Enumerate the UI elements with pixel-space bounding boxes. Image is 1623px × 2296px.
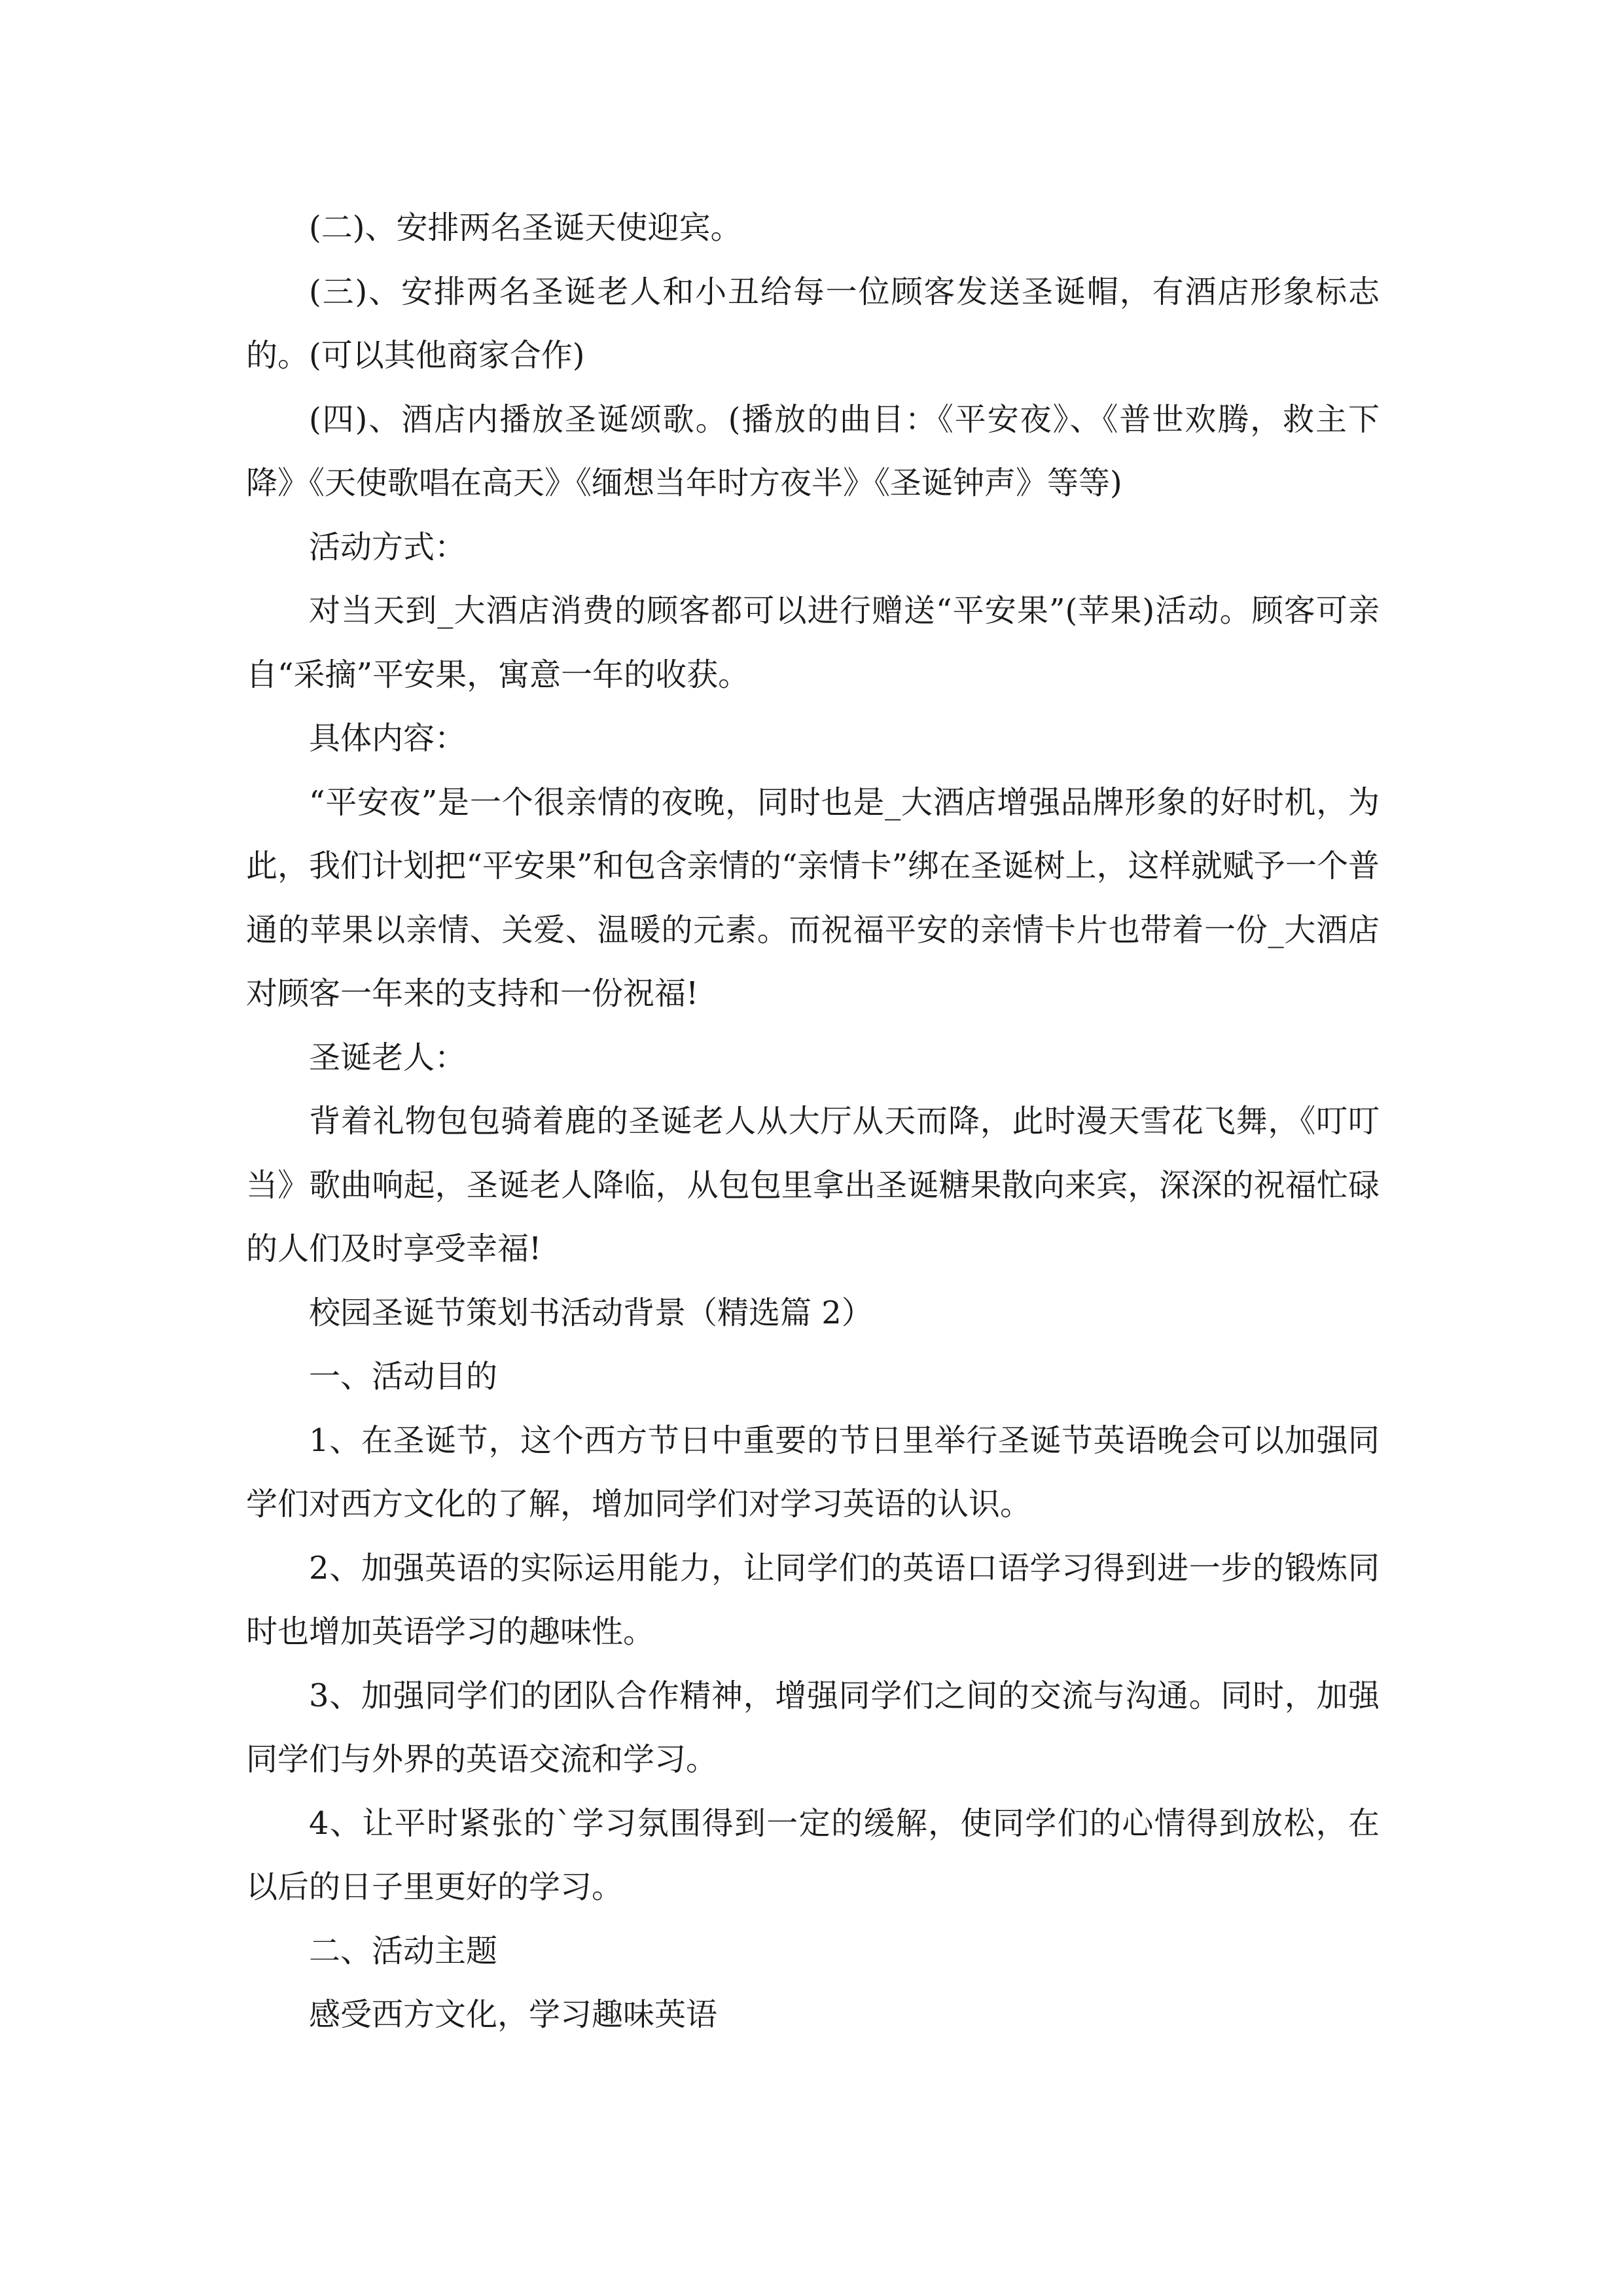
paragraph-purpose-1: 1、在圣诞节，这个西方节日中重要的节日里举行圣诞节英语晚会可以加强同学们对西方文化的了解，增加同学们对学习英语的认识。 <box>246 1422 1380 1522</box>
paragraph-arrangement-angels: (二)、安排两名圣诞天使迎宾。 <box>309 209 742 246</box>
paragraph-activity-method: 对当天到_大酒店消费的顾客都可以进行赠送“平安果”(苹果)活动。顾客可亲自“采摘”平安果，寓意一年的收获。 <box>246 592 1380 693</box>
heading-activity-method: 活动方式： <box>309 528 467 565</box>
heading-activity-purpose: 一、活动目的 <box>309 1358 498 1395</box>
paragraph-purpose-4: 4、让平时紧张的`学习氛围得到一定的缓解，使同学们的心情得到放松，在以后的日子里更好的学习。 <box>246 1804 1380 1905</box>
paragraph-arrangement-carols: (四)、酒店内播放圣诞颂歌。(播放的曲目：《平安夜》、《普世欢腾，救主下降》《天使歌唱在高天》《缅想当年时方夜半》《圣诞钟声》等等) <box>246 401 1380 501</box>
paragraph-activity-theme: 感受西方文化，学习趣味英语 <box>309 1996 718 2033</box>
paragraph-santa-claus: 背着礼物包包骑着鹿的圣诞老人从大厅从天而降，此时漫天雪花飞舞，《叮叮当》歌曲响起，圣诞老人降临，从包包里拿出圣诞糖果散向来宾，深深的祝福忙碌的人们及时享受幸福! <box>246 1103 1380 1267</box>
paragraph-purpose-2: 2、加强英语的实际运用能力，让同学们的英语口语学习得到进一步的锻炼同时也增加英语学习的趣味性。 <box>246 1549 1380 1650</box>
section-title-campus-plan: 校园圣诞节策划书活动背景（精选篇 2） <box>309 1294 873 1331</box>
heading-activity-theme: 二、活动主题 <box>309 1932 498 1969</box>
paragraph-specific-content: “平安夜”是一个很亲情的夜晚，同时也是_大酒店增强品牌形象的好时机，为此，我们计划把“平安果”和包含亲情的“亲情卡”绑在圣诞树上，这样就赋予一个普通的苹果以亲情、关爱、温暖的元素。而祝福平安的亲情卡片也带着一份_大酒店对顾客一年来的支持和一份祝福! <box>246 783 1380 1012</box>
paragraph-purpose-3: 3、加强同学们的团队合作精神，增强同学们之间的交流与沟通。同时，加强同学们与外界的英语交流和学习。 <box>246 1677 1380 1778</box>
document-body <box>246 196 1380 2047</box>
paragraph-arrangement-santa-clown: (三)、安排两名圣诞老人和小丑给每一位顾客发送圣诞帽，有酒店形象标志的。(可以其他商家合作) <box>246 273 1380 374</box>
heading-santa-claus: 圣诞老人： <box>309 1039 467 1076</box>
heading-specific-content: 具体内容： <box>309 720 467 757</box>
